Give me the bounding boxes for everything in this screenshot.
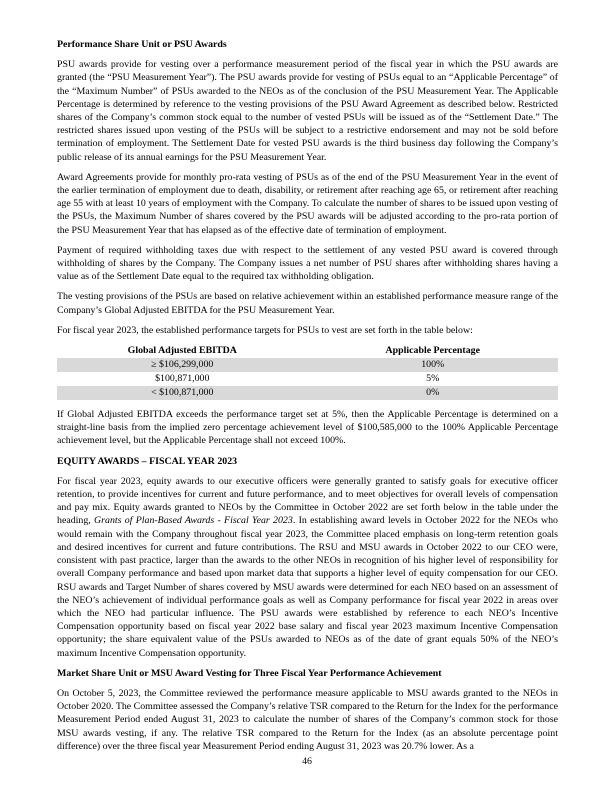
table-cell-percentage: 100% [308,358,559,372]
paragraph-vesting-provisions: The vesting provisions of the PSUs are based on relative achievement within an established performance measure range of the Company’s Global Adjusted EBITDA for the PSU Measurement Year. [57,291,558,316]
heading-psu-awards: Performance Share Unit or PSU Awards [57,39,227,50]
table-cell-ebitda: < $100,871,000 [57,386,308,400]
table-header-row [57,344,558,358]
paragraph-psu-vesting: PSU awards provide for vesting over a performance measurement period of the fiscal year in which the PSU awards are granted (the “PSU Measurement Year”). The PSU awards provide for vesting of PSUs equal to an “Applicable Percentage” of the “Maximum Number” of PSUs awarded to the NEOs as of the conclusion of the PSU Measurement Year. The Applicable Percentage is determined by reference to the vesting provisions of the PSU Award Agreement as described below. Restricted shares of the Company’s common stock equal to the number of vested PSUs will be issued as of the “Settlement Date.” The restricted shares issued upon vesting of the PSUs will be subject to a restrictive endorsement and may not be sold before termination of employment. The Settlement Date for vested PSU awards is the third business day following the Company’s public release of its annual earnings for the PSU Measurement Year. [57,59,558,163]
table-cell-percentage: 0% [308,386,559,400]
paragraph-withholding: Payment of required withholding taxes due with respect to the settlement of any vested PSU award is covered through withholding of shares by the Company. The Company issues a net number of PSU shares after withholding shares having a value as of the Settlement Date equal to the required tax withholding obligation. [57,244,558,283]
page-number: 46 [302,756,312,767]
paragraph-straight-line: If Global Adjusted EBITDA exceeds the performance target set at 5%, then the Applicable Percentage is determined on a straight-line basis from the implied zero percentage achievement level of $100,585,000 to the 100% Applicable Percentage achievement level, but the Applicable Percentage shall not exceed 100%. [57,409,558,447]
table-cell-percentage: 5% [426,373,440,385]
document-content [57,38,558,760]
paragraph-targets-intro: For fiscal year 2023, the established performance targets for PSUs to vest are set forth in the table below: [57,324,473,336]
paragraph-equity-part1: For fiscal year 2023, equity awards to our executive officers were generally granted to satisfy goals for executive officer retention, to provide incentives for current and future performance, and to meet objectives for overall levels of compensation and pay mix. Equity awards granted to NEOs by the Committee in October 2022 are set forth below in the table under the heading, [57,475,558,527]
paragraph-equity-awards [57,475,558,660]
paragraph-equity-part2: . In establishing award levels in October 2022 for the NEOs who would remain with the Company throughout fiscal year 2023, the Committee placed emphasis on long-term retention goals and desired incentives for current and future contributions. The RSU and MSU awards in October 2022 to our CEO were, consistent with past practice, larger than the awards to the other NEOs in recognition of his higher level of responsibility for overall Company performance and based upon market data that supports a higher level of equity compensation for our CEO. RSU awards and Target Number of shares covered by MSU awards were determined for each NEO based on an assessment of the NEO’s achievement of individual performance goals as well as Company performance for fiscal year 2022 in areas over which the NEO had particular influence. The PSU awards were established by reference to each NEO’s Incentive Compensation opportunity based on fiscal year 2022 base salary and fiscal year 2023 maximum Incentive Compensation opportunity; the share equivalent value of the PSUs awarded to NEOs as of the date of grant equals 50% of the NEO’s maximum Incentive Compensation opportunity. [57,515,558,659]
table-row [57,386,558,400]
psu-performance-table [57,344,558,400]
table-header-percentage: Applicable Percentage [385,345,480,357]
heading-equity-awards: EQUITY AWARDS – FISCAL YEAR 2023 [57,455,238,467]
italic-citation-grants-of-plan-based-awards: Grants of Plan-Based Awards - Fiscal Year 2023 [94,515,293,527]
paragraph-award-agreements: Award Agreements provide for monthly pro-rata vesting of PSUs as of the end of the PSU Measurement Year in the event of the earlier termination of employment due to death, disability, or retirement after reaching age 65, or retirement after reaching age 55 with at least 10 years of employment with the Company. To calculate the number of shares to be issued upon vesting of the PSUs, the Maximum Number of shares covered by the PSU awards will be adjusted according to the pro-rata portion of the PSU Measurement Year that has elapsed as of the effective date of termination of employment. [57,171,558,236]
table-cell-ebitda: ≥ $106,299,000 [57,358,308,372]
paragraph-msu-vesting: On October 5, 2023, the Committee reviewed the performance measure applicable to MSU awards granted to the NEOs in October 2020. The Committee assessed the Company’s relative TSR compared to the Return for the Index for the performance Measurement Period ended August 31, 2023 to calculate the number of shares of the Company’s common stock for those MSU awards vesting, if any. The relative TSR compared to the Return for the Index (as an absolute percentage point difference) over the three fiscal year Measurement Period ending August 31, 2023 was 20.7% lower. As a [57,687,558,752]
table-row [57,372,558,386]
table-row [57,358,558,372]
table-header-ebitda: Global Adjusted EBITDA [127,345,237,357]
heading-msu-vesting: Market Share Unit or MSU Award Vesting for Three Fiscal Year Performance Achievement [57,667,442,679]
table-cell-ebitda: $100,871,000 [155,373,210,385]
